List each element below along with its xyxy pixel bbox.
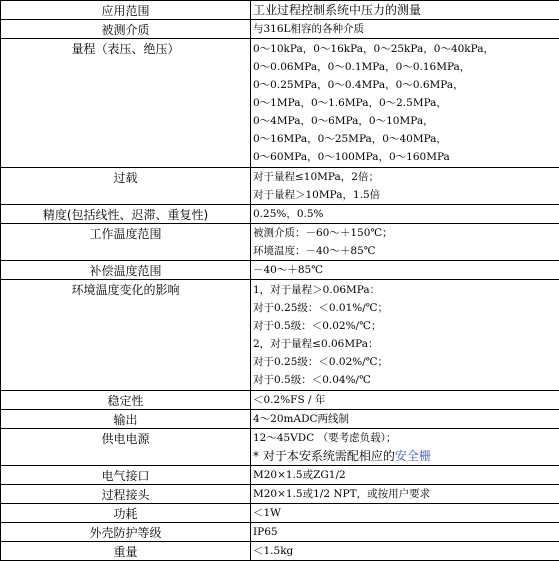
barrier-note-text: * 对于本安系统需配相应的安全栅 xyxy=(253,449,431,463)
row-label: 量程（表压、绝压） xyxy=(1,39,251,168)
table-row-overload xyxy=(1,168,559,205)
row-label: 重量 xyxy=(1,542,251,561)
value-line: 对于量程＞10MPa，1.5倍 xyxy=(253,186,557,204)
table-row-electrical-interface xyxy=(1,466,559,485)
row-label: 过程接头 xyxy=(1,485,251,504)
row-value xyxy=(251,542,559,561)
value-line: 0～0.06MPa，0～0.1MPa，0～0.16MPa， xyxy=(253,58,557,76)
table-row-operating-temp xyxy=(1,224,559,261)
row-value xyxy=(251,261,559,280)
table-row-power-supply xyxy=(1,429,559,466)
value-line: 0～0.25MPa，0～0.4MPa，0～0.6MPa， xyxy=(253,76,557,94)
table-row-power-consumption xyxy=(1,504,559,523)
row-label: 被测介质 xyxy=(1,20,251,39)
row-label: 工作温度范围 xyxy=(1,224,251,261)
row-value xyxy=(251,523,559,542)
row-label: 供电电源 xyxy=(1,429,251,466)
row-label: 补偿温度范围 xyxy=(1,261,251,280)
row-label: 精度(包括线性、迟滞、重复性) xyxy=(1,205,251,224)
row-value xyxy=(251,168,559,205)
value-line: 对于0.5级：＜0.02%/℃； xyxy=(253,317,557,335)
row-value xyxy=(251,391,559,410)
table-row-application xyxy=(1,1,559,20)
value-line: 环境温度：－40～＋85℃ xyxy=(253,242,557,260)
value-line: 1，对于量程＞0.06MPa： xyxy=(253,281,557,299)
value-line: 0～10kPa，0～16kPa，0～25kPa，0～40kPa， xyxy=(253,40,557,58)
table-row-accuracy xyxy=(1,205,559,224)
row-label: 应用范围 xyxy=(1,1,251,20)
row-label: 环境温度变化的影响 xyxy=(1,280,251,391)
row-label: 稳定性 xyxy=(1,391,251,410)
row-label: 电气接口 xyxy=(1,466,251,485)
table-row-medium xyxy=(1,20,559,39)
table-row-process-connection xyxy=(1,485,559,504)
row-value xyxy=(251,224,559,261)
row-label: 过载 xyxy=(1,168,251,205)
table-row-compensated-temp xyxy=(1,261,559,280)
row-label: 输出 xyxy=(1,410,251,429)
table-row-protection-class xyxy=(1,523,559,542)
row-value xyxy=(251,504,559,523)
row-value xyxy=(251,39,559,168)
value-line: ＜1.5kg xyxy=(253,542,557,560)
value-line: M20×1.5或ZG1/2 xyxy=(253,466,557,484)
row-value xyxy=(251,20,559,39)
row-value xyxy=(251,429,559,466)
row-value xyxy=(251,280,559,391)
table-row-output xyxy=(1,410,559,429)
value-line: 对于0.25级：＜0.02%/℃； xyxy=(253,353,557,371)
row-value xyxy=(251,205,559,224)
value-line: 被测介质：－60～＋150℃； xyxy=(253,224,557,242)
table-row-range xyxy=(1,39,559,168)
row-value xyxy=(251,466,559,485)
value-line: M20×1.5或1/2 NPT，或按用户要求 xyxy=(253,485,557,503)
value-line xyxy=(253,447,557,465)
value-line: 对于0.5级：＜0.04%/℃ xyxy=(253,371,557,389)
row-label: 功耗 xyxy=(1,504,251,523)
value-line: －40～＋85℃ xyxy=(253,261,557,279)
value-line: 4～20mADC两线制 xyxy=(253,410,557,428)
value-line: 0～16MPa，0～25MPa，0～40MPa， xyxy=(253,130,557,148)
value-line: 工业过程控制系统中压力的测量 xyxy=(253,1,557,19)
row-label: 外壳防护等级 xyxy=(1,523,251,542)
value-line: 与316L相容的各种介质 xyxy=(253,20,557,38)
value-line: 0.25%，0.5% xyxy=(253,205,557,223)
table-row-stability xyxy=(1,391,559,410)
row-value xyxy=(251,410,559,429)
value-line: IP65 xyxy=(253,523,557,541)
table-row-temp-effect xyxy=(1,280,559,391)
value-line: 0～60MPa，0～100MPa，0～160MPa xyxy=(253,148,557,166)
value-line: ＜1W xyxy=(253,504,557,522)
value-line: 0～4MPa，0～6MPa，0～10MPa， xyxy=(253,112,557,130)
row-value xyxy=(251,1,559,20)
value-line: 对于0.25级：＜0.01%/℃； xyxy=(253,299,557,317)
value-line: 12～45VDC （要考虑负载）； xyxy=(253,429,557,447)
row-value xyxy=(251,485,559,504)
value-line: ＜0.2%FS / 年 xyxy=(253,391,557,409)
value-line: 对于量程≤10MPa，2倍； xyxy=(253,168,557,186)
value-line: 2，对于量程≤0.06MPa： xyxy=(253,335,557,353)
table-row-weight xyxy=(1,542,559,561)
value-line: 0～1MPa，0～1.6MPa，0～2.5MPa， xyxy=(253,94,557,112)
safety-barrier-link: 安全栅 xyxy=(395,449,431,463)
